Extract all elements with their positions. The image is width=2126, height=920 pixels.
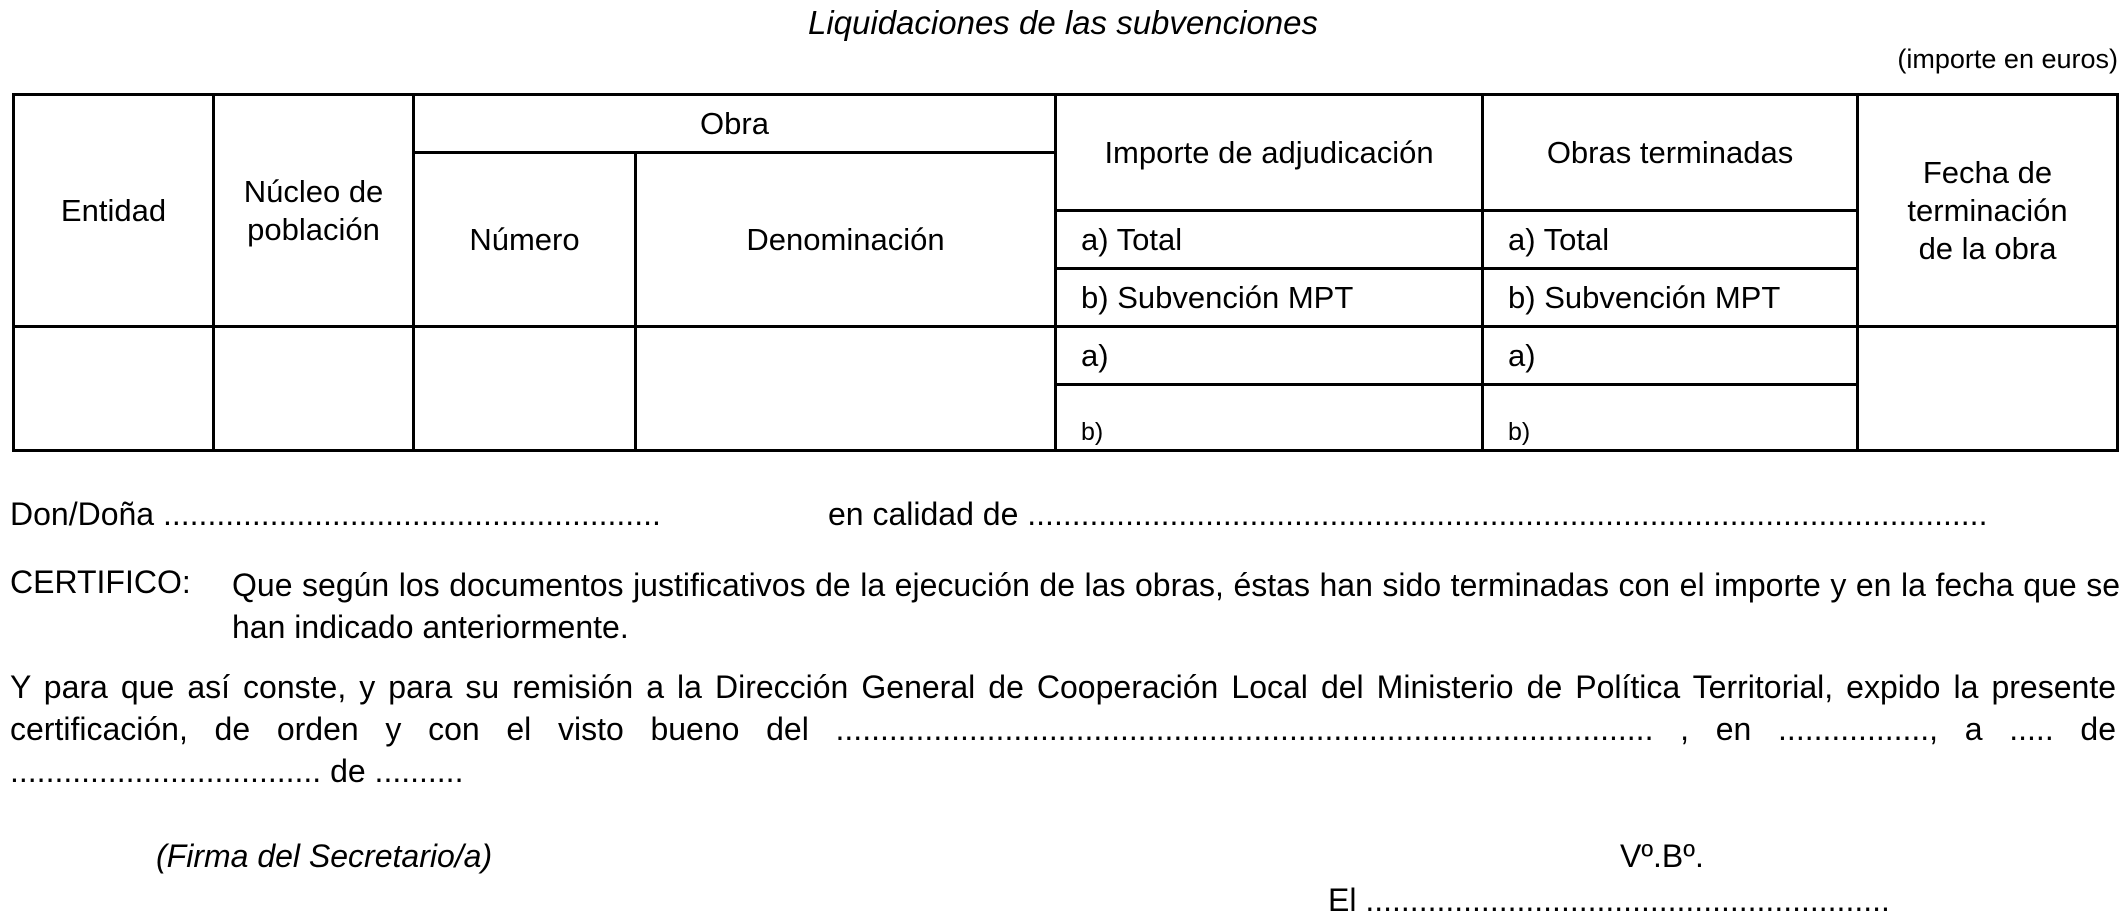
header-numero: Número [414, 153, 636, 327]
don-label: Don/Doña [10, 496, 155, 532]
calidad-label: en calidad de [828, 496, 1019, 532]
entry-fecha[interactable] [1858, 327, 2118, 451]
remision-paragraph: Y para que así conste, y para su remisión a la Dirección General de Cooperación Local del Ministerio de Política Territorial, expido la presente certificación, de orden y con el visto bueno del ............................................................................................ , en ................., a ..... de ................................... de .......... [10, 669, 2116, 789]
entry-numero[interactable] [414, 327, 636, 451]
signature-secretario: (Firma del Secretario/a) [156, 838, 493, 874]
header-obras-terminadas: Obras terminadas [1483, 95, 1858, 211]
entry-nucleo[interactable] [214, 327, 414, 451]
certifico-label: CERTIFICO: [10, 564, 191, 600]
don-dots: ........................................................ [162, 496, 661, 532]
entry-importe-a[interactable]: a) [1056, 327, 1483, 385]
entry-terminadas-b[interactable]: b) [1483, 385, 1858, 451]
header-importe-adjudicacion: Importe de adjudicación [1056, 95, 1483, 211]
unit-note: (importe en euros) [1897, 44, 2118, 74]
header-fecha-text: Fecha de terminación de la obra [1907, 154, 2068, 266]
header-nucleo-poblacion [214, 95, 414, 327]
header-denominacion: Denominación [636, 153, 1056, 327]
header-entidad: Entidad [14, 95, 214, 327]
entry-importe-b[interactable]: b) [1056, 385, 1483, 451]
header-fecha-terminacion [1858, 95, 2118, 327]
el-signature-line[interactable]: El ........................................................... [1328, 882, 1890, 918]
don-line[interactable] [10, 496, 661, 533]
terminadas-b-subvencion: b) Subvención MPT [1483, 269, 1858, 327]
certifico-text: Que según los documentos justificativos de la ejecución de las obras, éstas han sido terminadas con el importe y en la fecha que se han indicado anteriormente. [232, 567, 2120, 645]
entry-denominacion[interactable] [636, 327, 1056, 451]
calidad-dots: ............................................................................................................ [1027, 496, 1988, 532]
header-obra: Obra [414, 95, 1056, 153]
header-nucleo-text: Núcleo de población [243, 174, 384, 247]
terminadas-a-total: a) Total [1483, 211, 1858, 269]
document-title: Liquidaciones de las subvenciones [807, 4, 1319, 41]
importe-b-subvencion: b) Subvención MPT [1056, 269, 1483, 327]
importe-a-total: a) Total [1056, 211, 1483, 269]
entry-terminadas-a[interactable]: a) [1483, 327, 1858, 385]
entry-entidad[interactable] [14, 327, 214, 451]
visto-bueno-label: Vº.Bº. [1620, 838, 1704, 874]
calidad-line[interactable] [828, 496, 1987, 533]
liquidation-table [12, 93, 2119, 452]
